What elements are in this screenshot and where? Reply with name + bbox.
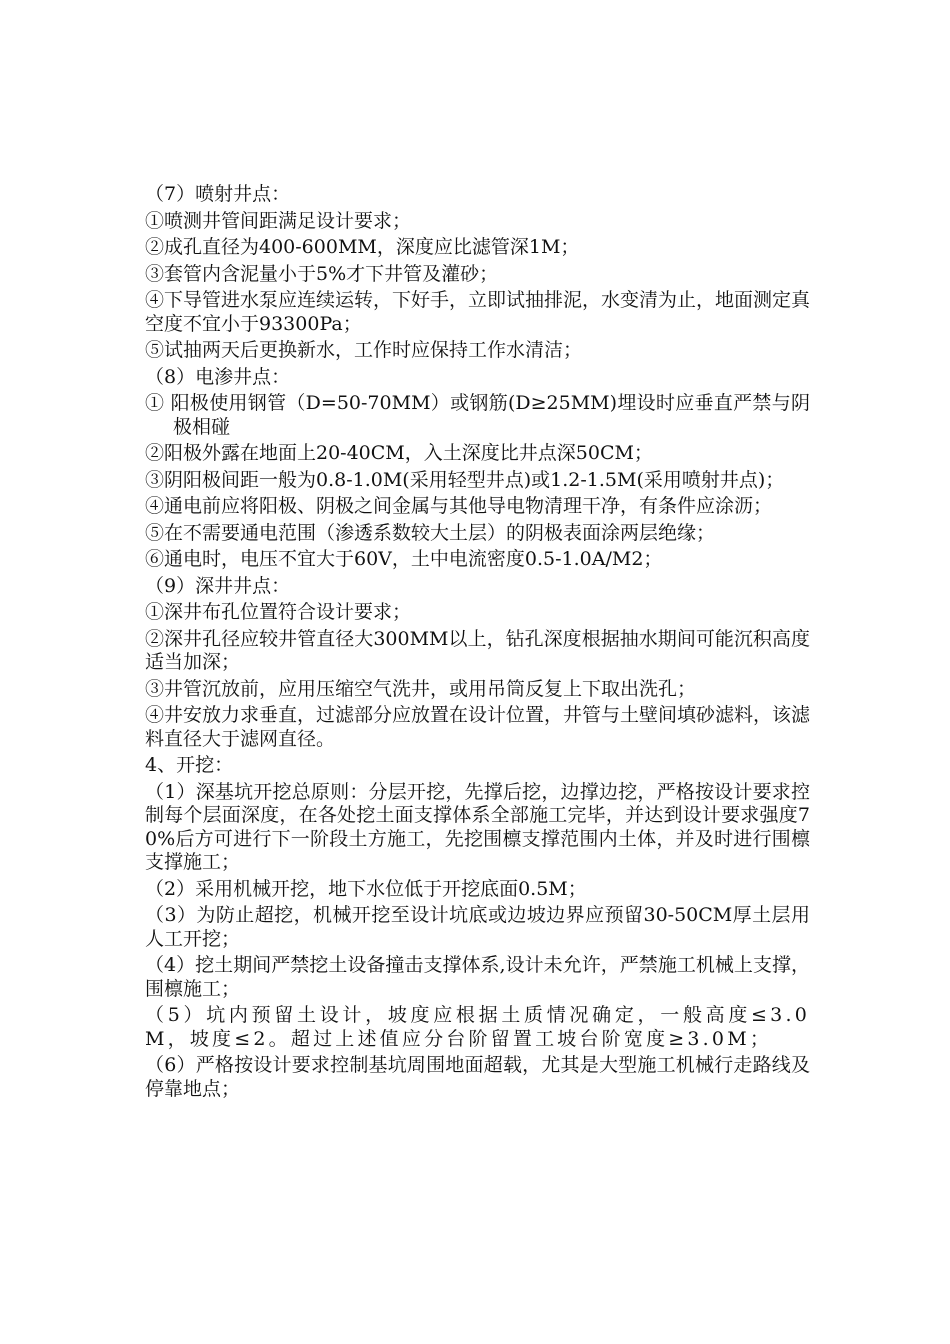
list-item: （6）严格按设计要求控制基坑周围地面超载，尤其是大型施工机械行走路线及停靠地点； [145, 1054, 810, 1100]
list-item: ① 阳极使用钢管（D=50-70MM）或钢筋(D≥25MM)埋设时应垂直严禁与阴极相碰 [145, 392, 810, 438]
list-item: ③阴阳极间距一般为0.8-1.0M(采用轻型井点)或1.2-1.5M(采用喷射井点)； [145, 468, 785, 491]
section-heading-jet-wellpoint: （7）喷射井点： [145, 183, 291, 205]
list-item: ④通电前应将阳极、阴极之间金属与其他导电物清理干净，有条件应涂沥； [145, 495, 773, 517]
list-item: ③井管沉放前，应用压缩空气洗井，或用吊筒反复上下取出洗孔； [145, 677, 697, 700]
list-item: ④井安放力求垂直，过滤部分应放置在设计位置，井管与土壁间填砂滤料，该滤料直径大于滤网直径。 [145, 704, 811, 750]
list-item: （1）深基坑开挖总原则：分层开挖，先撑后挖，边撑边挖，严格按设计要求控制每个层面深度，在各处挖土面支撑体系全部施工完毕，并达到设计要求强度70%后方可进行下一阶段土方施工，先挖围檩支撑范围内土体，并及时进行围檩支撑施工； [145, 780, 810, 873]
section-heading-deep-wellpoint: （9）深井井点： [145, 574, 291, 597]
section-heading-excavation: 4、开挖： [145, 754, 234, 776]
list-item: （4）挖土期间严禁挖土设备撞击支撑体系,设计未允许，严禁施工机械上支撑，围檩施工； [145, 954, 810, 1000]
document-page [145, 183, 810, 1104]
list-item: ①喷测井管间距满足设计要求； [145, 209, 412, 232]
list-item: ②深井孔径应较井管直径大300MM以上，钻孔深度根据抽水期间可能沉积高度适当加深； [145, 627, 810, 673]
list-item: （5）坑内预留土设计，坡度应根据土质情况确定，一般高度≤3.0M，坡度≤2。超过上述值应分台阶留置工坡台阶宽度≥3.0M； [145, 1004, 810, 1050]
list-item: （2）采用机械开挖，地下水位低于开挖底面0.5M； [145, 877, 587, 900]
list-item: ⑤在不需要通电范围（渗透系数较大土层）的阴极表面涂两层绝缘； [145, 521, 716, 544]
list-item: （3）为防止超挖，机械开挖至设计坑底或边坡边界应预留30-50CM厚土层用人工开挖； [145, 904, 810, 950]
list-item: ③套管内含泥量小于5%才下井管及灌砂； [145, 262, 499, 285]
list-item: ⑤试抽两天后更换新水，工作时应保持工作水清洁； [145, 339, 583, 361]
list-item: ②成孔直径为400-600MM，深度应比滤管深1M； [145, 236, 580, 258]
section-heading-electroosmosis-wellpoint: （8）电渗井点： [145, 365, 291, 388]
list-item: ②阳极外露在地面上20-40CM，入土深度比井点深50CM； [145, 442, 653, 464]
list-item: ⑥通电时，电压不宜大于60V，土中电流密度0.5-1.0A/M2； [145, 548, 663, 570]
list-item: ①深井布孔位置符合设计要求； [145, 601, 412, 623]
list-item: ④下导管进水泵应连续运转，下好手，立即试抽排泥，水变清为止，地面测定真空度不宜小于93300Pa； [145, 289, 811, 335]
